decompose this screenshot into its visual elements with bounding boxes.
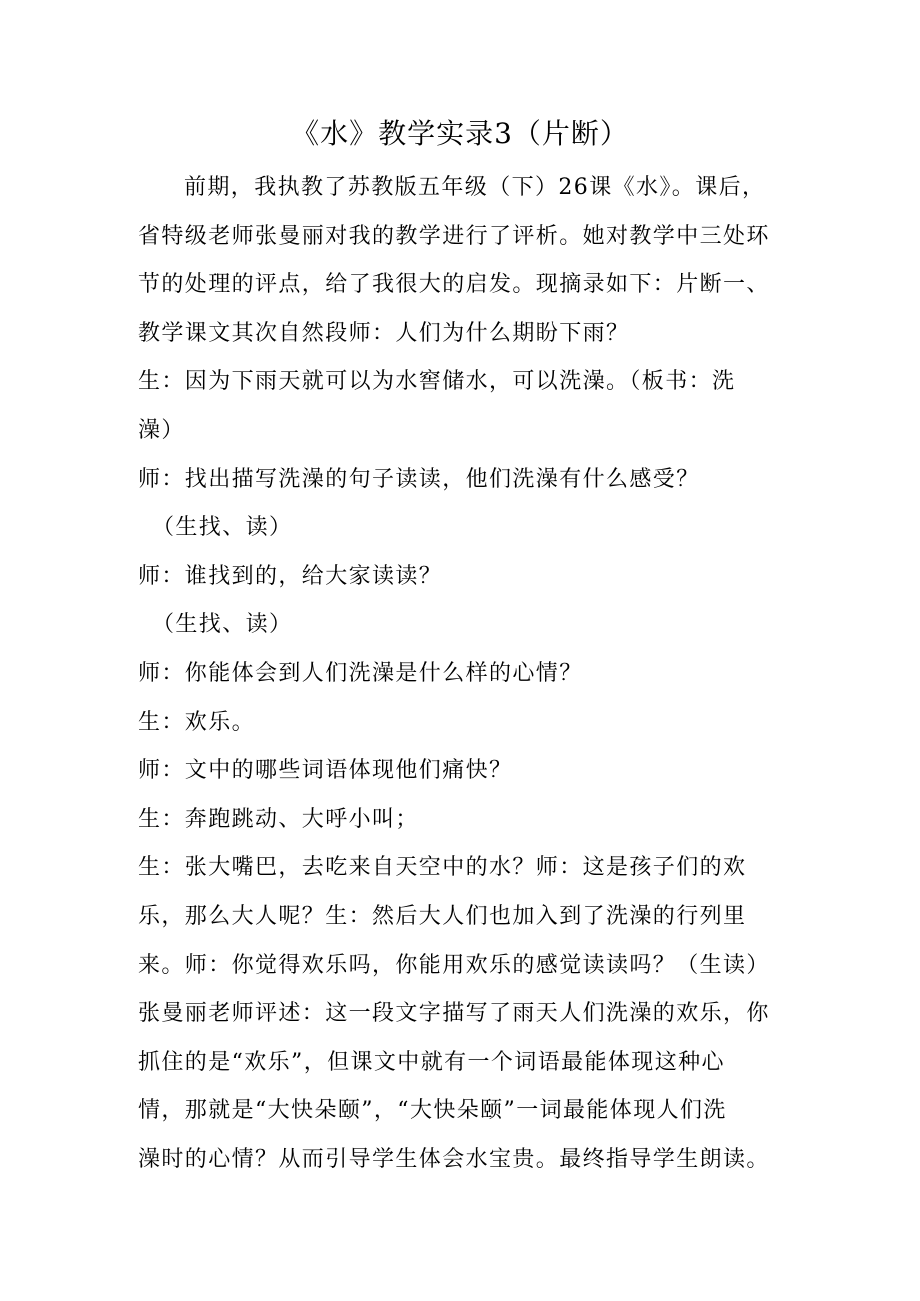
body-line: 情，那就是“大快朵颐”，“大快朵颐”一词最能体现人们洗	[138, 1098, 727, 1124]
body-line: 师：你能体会到人们洗澡是什么样的心情？	[138, 660, 583, 686]
body-line: 师：谁找到的，给大家读读？	[138, 563, 443, 589]
document-title: 《水》教学实录3（片断）	[291, 117, 629, 150]
body-line: 张曼丽老师评述：这一段文字描写了雨天人们洗澡的欢乐，你	[138, 1001, 770, 1027]
document-body	[138, 164, 778, 1184]
body-line: 节的处理的评点，给了我很大的启发。现摘录如下：片断一、	[138, 272, 770, 298]
body-line: 抓住的是“欢乐”，但课文中就有一个词语最能体现这种心	[138, 1049, 725, 1075]
body-line: 省特级老师张曼丽对我的教学进行了评析。她对教学中三处环	[138, 223, 770, 249]
body-line: 生：欢乐。	[138, 709, 256, 735]
body-line: 生：因为下雨天就可以为水窖储水，可以洗澡。（板书：洗	[138, 369, 736, 395]
body-line: 前期，我执教了苏教版五年级（下）26课《水》。课后，	[184, 175, 766, 200]
body-line: 澡）	[138, 417, 185, 443]
body-line: 师：文中的哪些词语体现他们痛快？	[138, 758, 513, 784]
body-line: 澡时的心情？从而引导学生体会水宝贵。最终指导学生朗读。	[138, 1146, 770, 1172]
body-line: 师：找出描写洗澡的句子读读，他们洗澡有什么感受？	[138, 466, 700, 492]
body-line: （生找、读）	[152, 515, 293, 541]
body-line: 来。师：你觉得欢乐吗，你能用欢乐的感觉读读吗？（生读）	[138, 952, 770, 978]
body-line: 教学课文其次自然段师：人们为什么期盼下雨？	[138, 320, 630, 346]
body-line: 生：奔跑跳动、大呼小叫；	[138, 806, 419, 832]
body-line: （生找、读）	[152, 612, 293, 638]
body-line: 生：张大嘴巴，去吃来自天空中的水？师：这是孩子们的欢	[138, 855, 747, 881]
body-line: 乐，那么大人呢？生：然后大人们也加入到了洗澡的行列里	[138, 903, 747, 929]
